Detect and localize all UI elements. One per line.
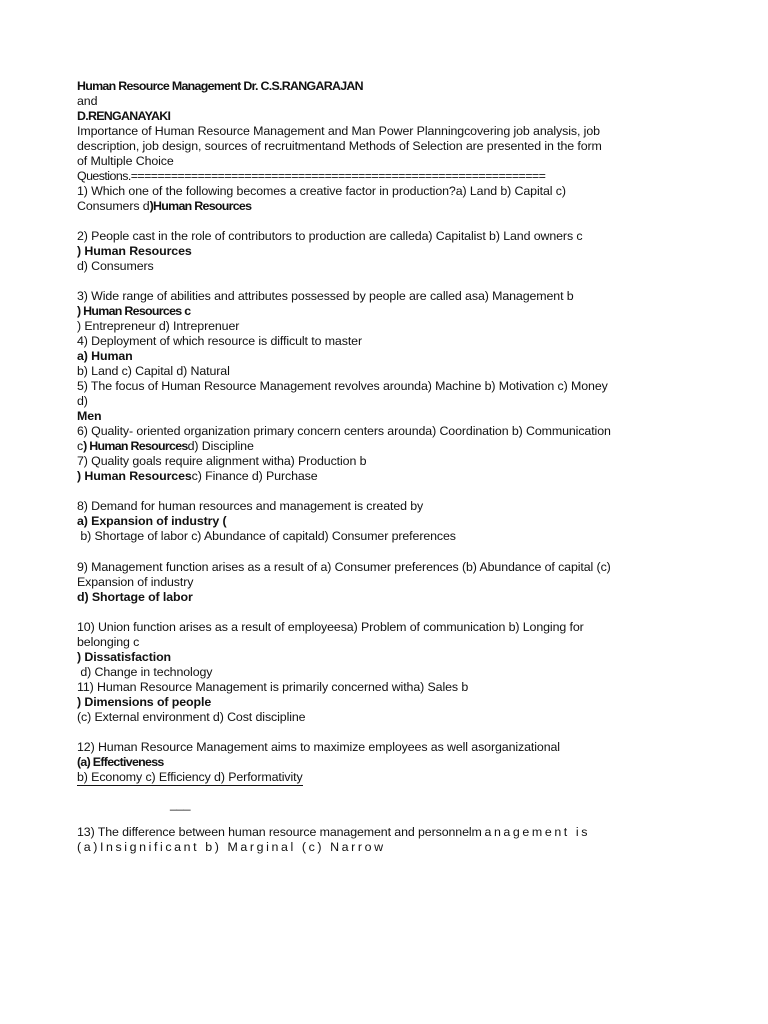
coauthor-name: D.RENGANAYAKI: [77, 109, 171, 123]
question-7-options: [77, 469, 318, 484]
question-4-answer: a) Human: [77, 349, 133, 363]
question-12-answer: (a) Effectiveness: [77, 755, 164, 769]
question-11-answer: ) Dimensions of people: [77, 695, 212, 709]
question-7-text: 7) Quality goals require alignment witha) Production b: [77, 454, 367, 468]
question-1-text: 1) Which one of the following becomes a creative factor in production?a) Land b) Capital c): [77, 184, 566, 198]
intro-line-3: of Multiple Choice: [77, 154, 174, 168]
question-2-text: 2) People cast in the role of contributors to production are calleda) Capitalist b) Land owners c: [77, 229, 583, 243]
question-1-prefix: Consumers d: [77, 199, 150, 213]
question-13-text: [77, 825, 590, 840]
question-3-answer: ) Human Resources c: [77, 304, 191, 318]
question-11-text: 11) Human Resource Management is primarily concerned witha) Sales b: [77, 680, 469, 694]
question-13-options: (a)Insignificant b) Marginal (c) Narrow: [77, 840, 386, 854]
question-5-text: 5) The focus of Human Resource Management revolves arounda) Machine b) Motivation c) Money: [77, 379, 608, 393]
question-10-answer: ) Dissatisfaction: [77, 650, 172, 664]
question-9-answer: d) Shortage of labor: [77, 590, 193, 604]
question-5-answer: Men: [77, 409, 102, 423]
question-7-suffix: c) Finance d) Purchase: [191, 469, 318, 483]
question-12-blank: ___: [170, 797, 191, 811]
question-10-options: d) Change in technology: [77, 665, 213, 679]
question-9-text: 9) Management function arises as a result of a) Consumer preferences (b) Abundance of capital (c): [77, 560, 611, 574]
question-6-text: 6) Quality- oriented organization primary concern centers arounda) Coordination b) Communication: [77, 424, 611, 438]
question-8-text: 8) Demand for human resources and management is created by: [77, 499, 424, 513]
question-11-options: (c) External environment d) Cost discipline: [77, 710, 306, 724]
question-2-options: d) Consumers: [77, 259, 154, 273]
question-1-options: [77, 199, 251, 214]
question-10-text: 10) Union function arises as a result of employeesa) Problem of communication b) Longing for: [77, 620, 584, 634]
intro-line-1: Importance of Human Resource Management and Man Power Planningcovering job analysis, job: [77, 124, 600, 138]
question-6-options: [77, 439, 254, 454]
intro-line-4: Questions.==============================================================: [77, 169, 546, 183]
question-5-options: d): [77, 394, 88, 408]
intro-line-2: description, job design, sources of recruitmentand Methods of Selection are presented in the form: [77, 139, 602, 153]
question-8-answer: a) Expansion of industry (: [77, 514, 227, 528]
question-4-text: 4) Deployment of which resource is difficult to master: [77, 334, 362, 348]
question-7-answer: ) Human Resources: [77, 469, 192, 483]
question-6-answer: ) Human Resources: [83, 439, 188, 453]
question-3-options: ) Entrepreneur d) Intreprenuer: [77, 319, 240, 333]
question-1-answer: )Human Resources: [149, 199, 252, 213]
question-8-options: b) Shortage of labor c) Abundance of capitald) Consumer preferences: [77, 529, 456, 543]
question-4-options: b) Land c) Capital d) Natural: [77, 364, 230, 378]
question-13-text-end: management is: [471, 825, 591, 839]
document-title: Human Resource Management Dr. C.S.RANGARAJAN: [77, 79, 363, 93]
title-connector: and: [77, 94, 98, 108]
question-6-suffix: d) Discipline: [187, 439, 254, 453]
question-2-answer: ) Human Resources: [77, 244, 192, 258]
question-9-options: Expansion of industry: [77, 575, 194, 589]
question-13-text-start: 13) The difference between human resource management and personnel: [77, 825, 472, 839]
question-12-options: b) Economy c) Efficiency d) Performativity: [77, 770, 303, 784]
question-10-continuation: belonging c: [77, 635, 140, 649]
question-12-text: 12) Human Resource Management aims to maximize employees as well asorganizational: [77, 740, 560, 754]
question-3-text: 3) Wide range of abilities and attributes possessed by people are called asa) Management b: [77, 289, 574, 303]
question-6-prefix: c: [77, 439, 84, 453]
